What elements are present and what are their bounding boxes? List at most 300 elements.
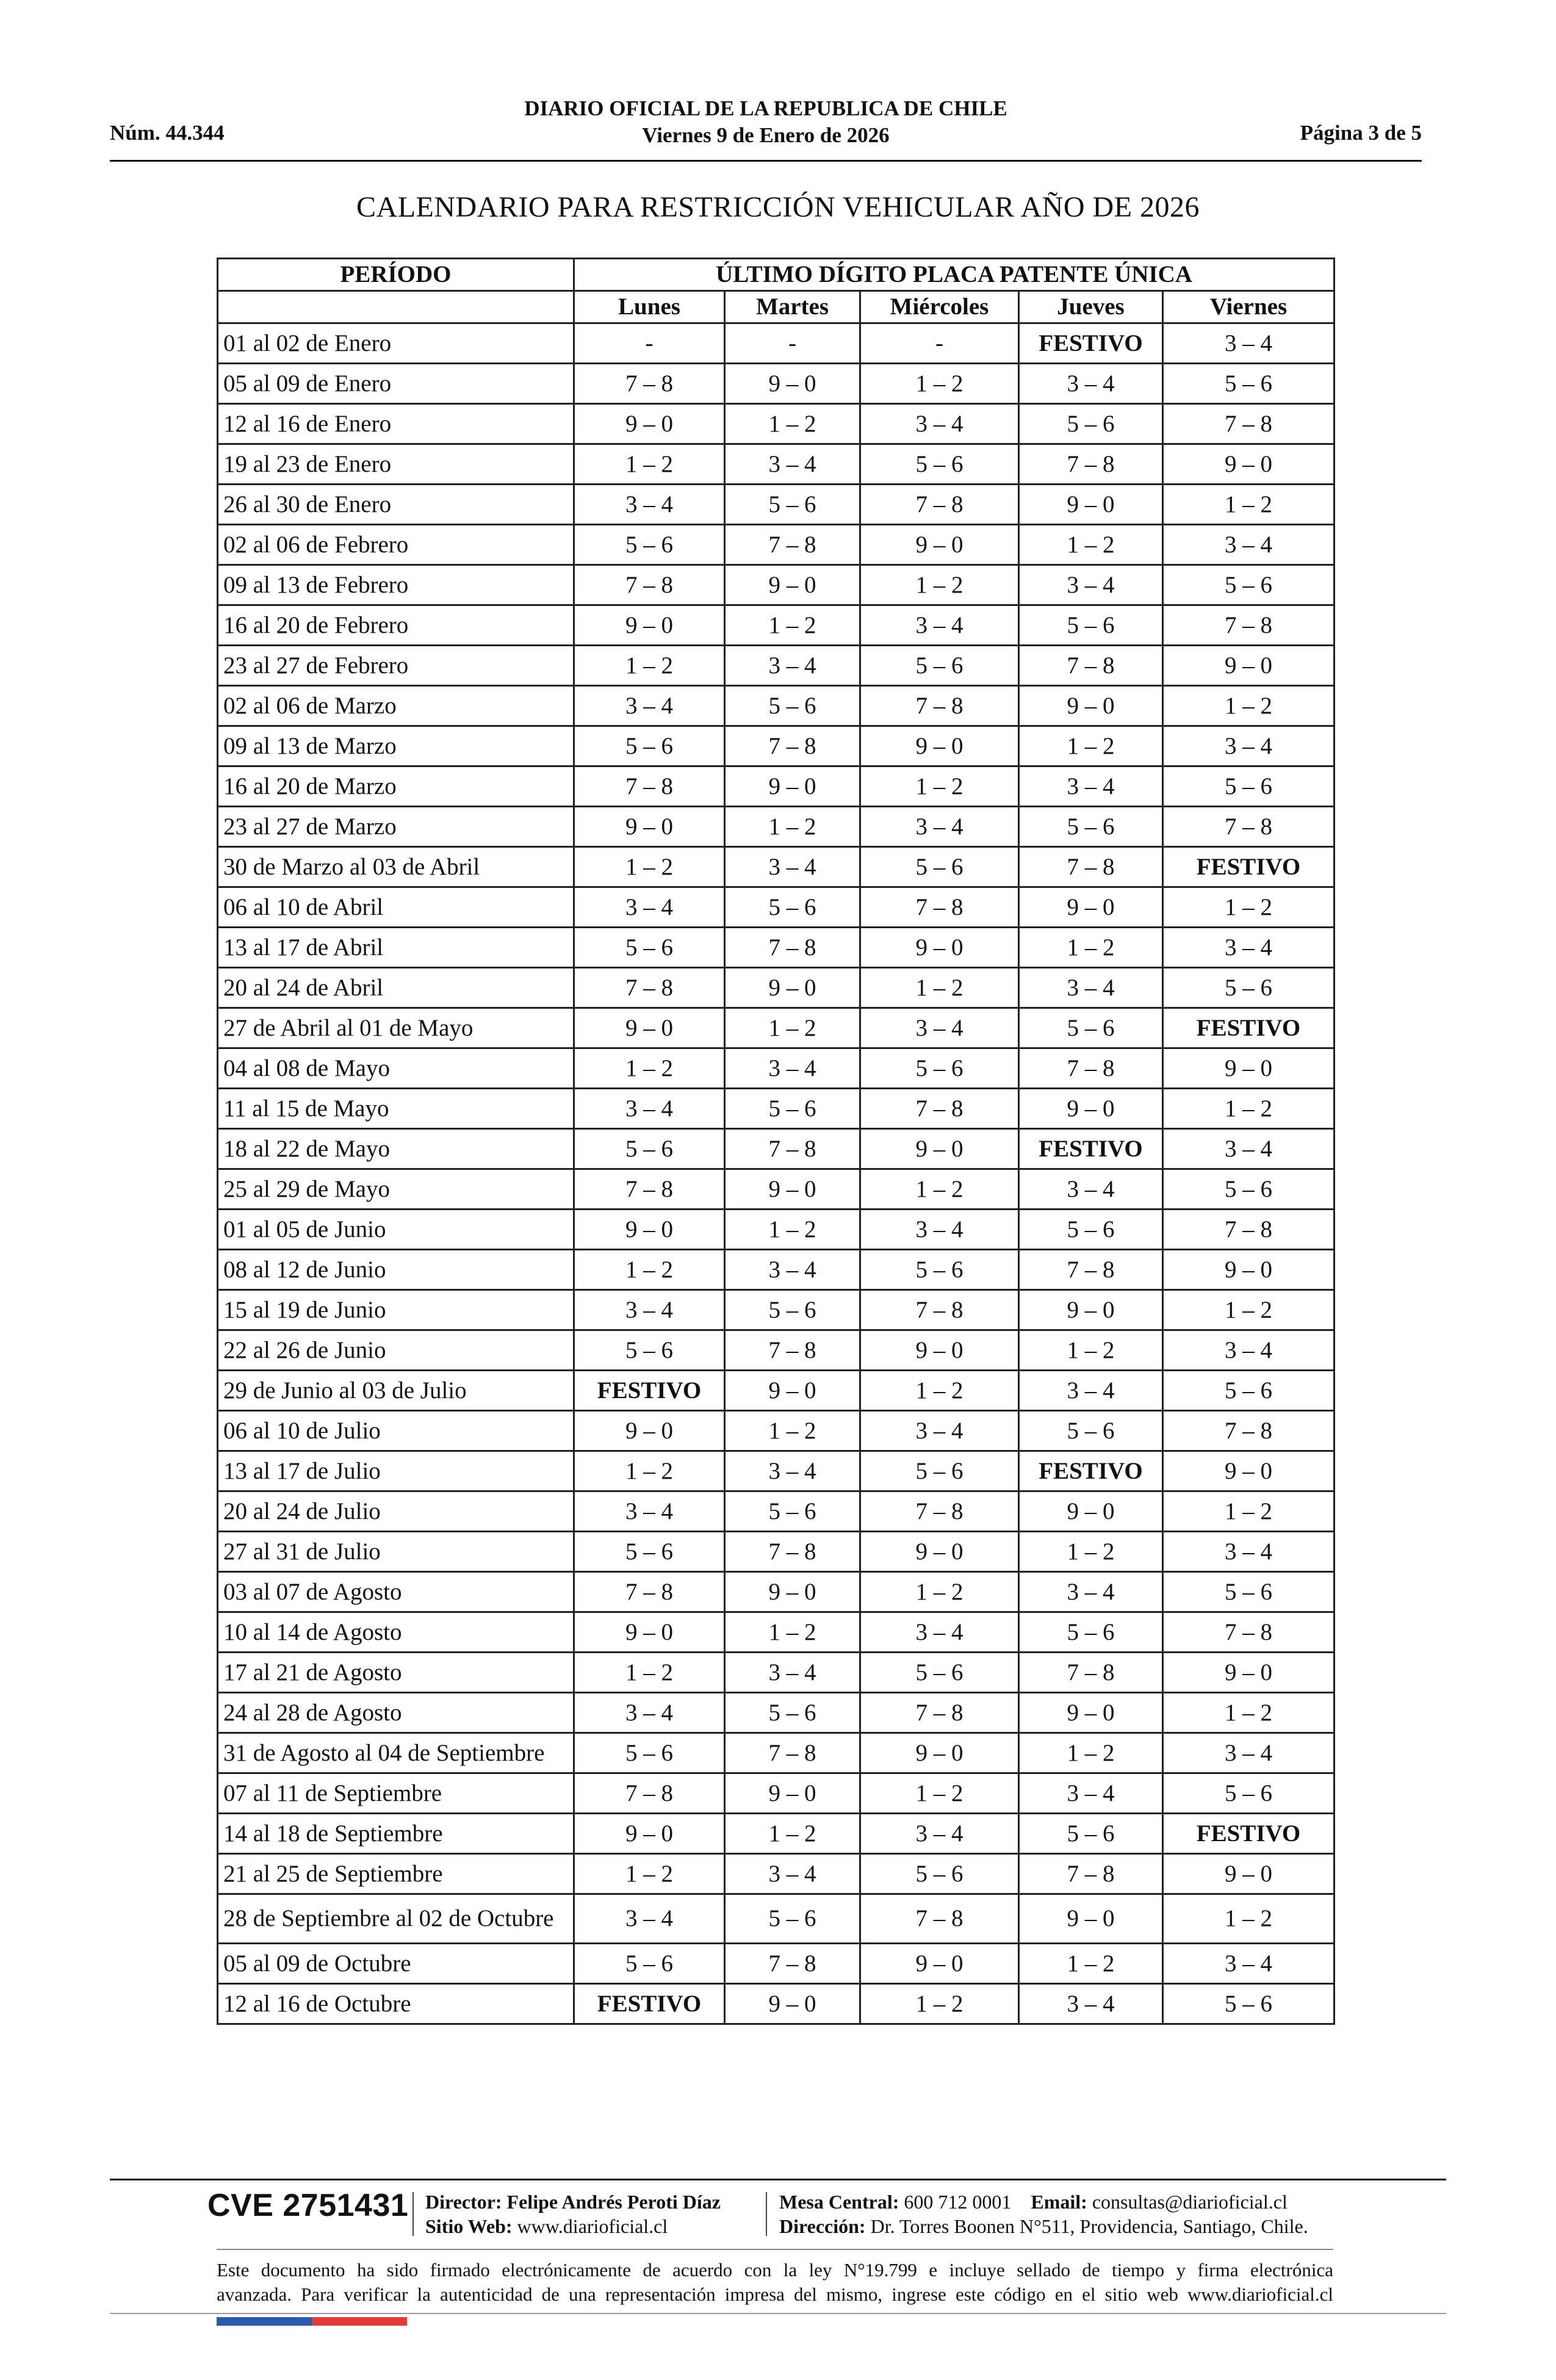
period-cell: 01 al 02 de Enero — [218, 323, 574, 364]
digits-cell-tuesday: 5 – 6 — [725, 1693, 860, 1733]
table-subheader-row — [218, 291, 1334, 323]
phone-label: Mesa Central: — [779, 2191, 899, 2213]
digits-cell-friday: 7 – 8 — [1163, 1612, 1334, 1653]
digits-cell-thursday: 9 – 0 — [1019, 1894, 1163, 1944]
day-header-thursday: Jueves — [1019, 291, 1163, 323]
digits-cell-wednesday: 7 – 8 — [860, 887, 1019, 928]
digits-cell-tuesday: 9 – 0 — [725, 1984, 860, 2024]
digits-cell-tuesday: 3 – 4 — [725, 1048, 860, 1089]
digits-cell-friday: 5 – 6 — [1163, 1773, 1334, 1814]
digits-cell-tuesday: 9 – 0 — [725, 1572, 860, 1612]
digits-cell-wednesday: 1 – 2 — [860, 968, 1019, 1008]
digits-cell-monday: 1 – 2 — [574, 1653, 725, 1693]
digits-cell-tuesday: 1 – 2 — [725, 1612, 860, 1653]
digits-cell-wednesday: 5 – 6 — [860, 1653, 1019, 1693]
digits-cell-monday: 7 – 8 — [574, 766, 725, 807]
digits-cell-thursday: FESTIVO — [1019, 1451, 1163, 1491]
digits-cell-monday: 5 – 6 — [574, 525, 725, 565]
digits-cell-monday: FESTIVO — [574, 1984, 725, 2024]
period-cell: 23 al 27 de Febrero — [218, 646, 574, 686]
website-link[interactable]: www.diarioficial.cl — [517, 2215, 668, 2237]
footer-separator — [412, 2192, 414, 2236]
table-row — [218, 1089, 1334, 1129]
digits-cell-wednesday: 5 – 6 — [860, 646, 1019, 686]
digits-cell-thursday: 5 – 6 — [1019, 1612, 1163, 1653]
footer-divider — [110, 2179, 1446, 2180]
digits-cell-tuesday: 5 – 6 — [725, 887, 860, 928]
digits-cell-friday: 9 – 0 — [1163, 646, 1334, 686]
digits-cell-friday: 3 – 4 — [1163, 928, 1334, 968]
digits-cell-thursday: 3 – 4 — [1019, 1169, 1163, 1210]
period-cell: 31 de Agosto al 04 de Septiembre — [218, 1733, 574, 1773]
digits-cell-friday: 9 – 0 — [1163, 1653, 1334, 1693]
legal-note-line-2: avanzada. Para verificar la autenticidad de una representación impresa del mismo, ingrese este código en el sitio web www.diarioficial.cl — [217, 2284, 1333, 2305]
digits-cell-thursday: FESTIVO — [1019, 323, 1163, 364]
digits-cell-tuesday: 3 – 4 — [725, 1250, 860, 1290]
digits-cell-tuesday: 7 – 8 — [725, 928, 860, 968]
period-subheader-empty — [218, 291, 574, 323]
digits-cell-friday: 3 – 4 — [1163, 1532, 1334, 1572]
period-cell: 27 de Abril al 01 de Mayo — [218, 1008, 574, 1048]
digits-cell-monday: 5 – 6 — [574, 1532, 725, 1572]
digits-cell-tuesday: - — [725, 323, 860, 364]
digits-cell-monday: 3 – 4 — [574, 485, 725, 525]
digits-cell-monday: FESTIVO — [574, 1371, 725, 1411]
digits-cell-tuesday: 9 – 0 — [725, 1773, 860, 1814]
digits-cell-tuesday: 5 – 6 — [725, 1894, 860, 1944]
digits-cell-friday: 5 – 6 — [1163, 1371, 1334, 1411]
digits-cell-thursday: 3 – 4 — [1019, 1371, 1163, 1411]
digits-cell-wednesday: 7 – 8 — [860, 686, 1019, 726]
digits-cell-thursday: 5 – 6 — [1019, 605, 1163, 646]
digits-cell-tuesday: 9 – 0 — [725, 1371, 860, 1411]
digits-cell-monday: 9 – 0 — [574, 1612, 725, 1653]
digits-cell-wednesday: 9 – 0 — [860, 1129, 1019, 1169]
publication-heading — [110, 95, 1422, 149]
footer-bottom-rule — [110, 2313, 1446, 2314]
digits-cell-friday: 5 – 6 — [1163, 968, 1334, 1008]
table-row — [218, 1491, 1334, 1532]
table-row — [218, 1210, 1334, 1250]
table-row — [218, 1612, 1334, 1653]
period-cell: 16 al 20 de Marzo — [218, 766, 574, 807]
digits-cell-thursday: 9 – 0 — [1019, 1089, 1163, 1129]
table-row — [218, 565, 1334, 605]
digits-cell-thursday: 1 – 2 — [1019, 726, 1163, 766]
digits-cell-tuesday: 9 – 0 — [725, 1169, 860, 1210]
digits-cell-thursday: 3 – 4 — [1019, 1773, 1163, 1814]
digits-cell-monday: - — [574, 323, 725, 364]
digits-cell-thursday: 3 – 4 — [1019, 1572, 1163, 1612]
digits-cell-thursday: 9 – 0 — [1019, 1491, 1163, 1532]
digits-cell-wednesday: 3 – 4 — [860, 404, 1019, 444]
page-header — [110, 92, 1422, 162]
period-header: PERÍODO — [218, 259, 574, 291]
digits-cell-friday: 7 – 8 — [1163, 404, 1334, 444]
flag-blue-segment — [217, 2317, 312, 2326]
director-name: Felipe Andrés Peroti Díaz — [506, 2191, 721, 2213]
period-cell: 16 al 20 de Febrero — [218, 605, 574, 646]
day-header-tuesday: Martes — [725, 291, 860, 323]
digits-cell-monday: 3 – 4 — [574, 887, 725, 928]
table-row — [218, 1814, 1334, 1854]
digits-cell-monday: 1 – 2 — [574, 1854, 725, 1894]
digits-cell-wednesday: 7 – 8 — [860, 1491, 1019, 1532]
digits-cell-tuesday: 5 – 6 — [725, 1290, 860, 1330]
digits-cell-tuesday: 7 – 8 — [725, 1944, 860, 1984]
legal-note-line-1: Este documento ha sido firmado electrónicamente de acuerdo con la ley N°19.799 e incluye sellado de tiempo y firma electrónica — [217, 2259, 1333, 2281]
digits-cell-monday: 9 – 0 — [574, 1814, 725, 1854]
digits-cell-wednesday: 9 – 0 — [860, 928, 1019, 968]
period-cell: 26 al 30 de Enero — [218, 485, 574, 525]
table-row — [218, 766, 1334, 807]
period-cell: 17 al 21 de Agosto — [218, 1653, 574, 1693]
digits-cell-thursday: 1 – 2 — [1019, 1532, 1163, 1572]
digits-cell-thursday: 7 – 8 — [1019, 1048, 1163, 1089]
digits-cell-thursday: 3 – 4 — [1019, 766, 1163, 807]
period-cell: 30 de Marzo al 03 de Abril — [218, 847, 574, 887]
table-row — [218, 1129, 1334, 1169]
digits-cell-tuesday: 7 – 8 — [725, 726, 860, 766]
period-cell: 09 al 13 de Marzo — [218, 726, 574, 766]
digits-cell-tuesday: 1 – 2 — [725, 1008, 860, 1048]
digits-cell-monday: 9 – 0 — [574, 1411, 725, 1451]
table-row — [218, 1894, 1334, 1944]
digits-cell-wednesday: 7 – 8 — [860, 485, 1019, 525]
digits-cell-tuesday: 1 – 2 — [725, 1814, 860, 1854]
table-row — [218, 1169, 1334, 1210]
director-label: Director: — [425, 2191, 502, 2213]
digits-cell-friday: 1 – 2 — [1163, 485, 1334, 525]
table-row — [218, 887, 1334, 928]
digits-cell-wednesday: 1 – 2 — [860, 1169, 1019, 1210]
digits-cell-monday: 9 – 0 — [574, 605, 725, 646]
digits-cell-monday: 3 – 4 — [574, 1089, 725, 1129]
table-row — [218, 1371, 1334, 1411]
period-cell: 06 al 10 de Abril — [218, 887, 574, 928]
phone-number: 600 712 0001 — [904, 2191, 1012, 2213]
digits-cell-monday: 1 – 2 — [574, 1250, 725, 1290]
digits-cell-thursday: 1 – 2 — [1019, 1944, 1163, 1984]
digits-cell-monday: 5 – 6 — [574, 1733, 725, 1773]
digits-cell-thursday: 7 – 8 — [1019, 1250, 1163, 1290]
digits-cell-monday: 9 – 0 — [574, 404, 725, 444]
digits-cell-tuesday: 5 – 6 — [725, 485, 860, 525]
digits-cell-wednesday: 3 – 4 — [860, 1411, 1019, 1451]
period-cell: 27 al 31 de Julio — [218, 1532, 574, 1572]
digits-cell-thursday: 1 – 2 — [1019, 525, 1163, 565]
digits-cell-monday: 3 – 4 — [574, 1894, 725, 1944]
digits-cell-tuesday: 7 – 8 — [725, 525, 860, 565]
digits-cell-friday: 5 – 6 — [1163, 364, 1334, 404]
period-cell: 14 al 18 de Septiembre — [218, 1814, 574, 1854]
period-cell: 13 al 17 de Julio — [218, 1451, 574, 1491]
digits-cell-monday: 3 – 4 — [574, 1693, 725, 1733]
flag-red-segment — [312, 2317, 407, 2326]
digits-cell-wednesday: 5 – 6 — [860, 847, 1019, 887]
digits-cell-wednesday: 1 – 2 — [860, 1572, 1019, 1612]
flag-color-bar — [217, 2317, 407, 2326]
table-body — [218, 323, 1334, 2024]
email-label: Email: — [1031, 2191, 1087, 2213]
table-row — [218, 847, 1334, 887]
digits-cell-thursday: 5 – 6 — [1019, 1210, 1163, 1250]
digits-cell-tuesday: 1 – 2 — [725, 605, 860, 646]
digits-cell-friday: 3 – 4 — [1163, 1733, 1334, 1773]
table-row — [218, 404, 1334, 444]
period-cell: 19 al 23 de Enero — [218, 444, 574, 485]
period-cell: 13 al 17 de Abril — [218, 928, 574, 968]
table-row — [218, 686, 1334, 726]
digits-cell-wednesday: 7 – 8 — [860, 1693, 1019, 1733]
digits-cell-friday: FESTIVO — [1163, 847, 1334, 887]
period-cell: 08 al 12 de Junio — [218, 1250, 574, 1290]
digits-cell-tuesday: 5 – 6 — [725, 1089, 860, 1129]
digits-cell-tuesday: 7 – 8 — [725, 1330, 860, 1371]
email-link[interactable]: consultas@diarioficial.cl — [1092, 2191, 1288, 2213]
table-row — [218, 1944, 1334, 1984]
period-cell: 03 al 07 de Agosto — [218, 1572, 574, 1612]
digits-cell-friday: 1 – 2 — [1163, 887, 1334, 928]
digits-cell-thursday: 1 – 2 — [1019, 1733, 1163, 1773]
table-row — [218, 444, 1334, 485]
digits-cell-tuesday: 1 – 2 — [725, 404, 860, 444]
publication-date: Viernes 9 de Enero de 2026 — [642, 123, 890, 147]
digits-cell-thursday: 7 – 8 — [1019, 444, 1163, 485]
digits-cell-friday: 3 – 4 — [1163, 525, 1334, 565]
table-row — [218, 1008, 1334, 1048]
digits-cell-monday: 7 – 8 — [574, 1169, 725, 1210]
digits-cell-tuesday: 3 – 4 — [725, 847, 860, 887]
period-cell: 20 al 24 de Abril — [218, 968, 574, 1008]
period-cell: 06 al 10 de Julio — [218, 1411, 574, 1451]
digits-cell-wednesday: 7 – 8 — [860, 1290, 1019, 1330]
table-row — [218, 1693, 1334, 1733]
digits-cell-wednesday: 1 – 2 — [860, 1773, 1019, 1814]
digits-cell-thursday: 7 – 8 — [1019, 646, 1163, 686]
digits-cell-tuesday: 5 – 6 — [725, 1491, 860, 1532]
table-row — [218, 968, 1334, 1008]
publication-name: DIARIO OFICIAL DE LA REPUBLICA DE CHILE — [524, 96, 1007, 120]
digits-cell-tuesday: 9 – 0 — [725, 766, 860, 807]
digits-cell-friday: 3 – 4 — [1163, 1129, 1334, 1169]
digits-cell-monday: 1 – 2 — [574, 1048, 725, 1089]
period-cell: 02 al 06 de Febrero — [218, 525, 574, 565]
period-cell: 12 al 16 de Octubre — [218, 1984, 574, 2024]
period-cell: 11 al 15 de Mayo — [218, 1089, 574, 1129]
period-cell: 21 al 25 de Septiembre — [218, 1854, 574, 1894]
digits-cell-tuesday: 7 – 8 — [725, 1129, 860, 1169]
table-row — [218, 525, 1334, 565]
digits-cell-wednesday: 1 – 2 — [860, 1984, 1019, 2024]
table-row — [218, 485, 1334, 525]
digits-cell-friday: 9 – 0 — [1163, 444, 1334, 485]
digits-cell-wednesday: 5 – 6 — [860, 1854, 1019, 1894]
digits-cell-tuesday: 3 – 4 — [725, 646, 860, 686]
issue-number: Núm. 44.344 — [110, 121, 225, 145]
digits-cell-friday: FESTIVO — [1163, 1814, 1334, 1854]
period-cell: 04 al 08 de Mayo — [218, 1048, 574, 1089]
digits-cell-thursday: 9 – 0 — [1019, 1693, 1163, 1733]
table-row — [218, 605, 1334, 646]
digits-cell-thursday: 1 – 2 — [1019, 1330, 1163, 1371]
digits-cell-wednesday: 9 – 0 — [860, 1532, 1019, 1572]
digits-cell-wednesday: 5 – 6 — [860, 444, 1019, 485]
table-row — [218, 928, 1334, 968]
digits-cell-monday: 7 – 8 — [574, 1572, 725, 1612]
period-cell: 02 al 06 de Marzo — [218, 686, 574, 726]
digits-cell-thursday: 5 – 6 — [1019, 807, 1163, 847]
period-cell: 25 al 29 de Mayo — [218, 1169, 574, 1210]
period-cell: 22 al 26 de Junio — [218, 1330, 574, 1371]
table-row — [218, 1653, 1334, 1693]
table-row — [218, 1984, 1334, 2024]
digits-cell-tuesday: 7 – 8 — [725, 1532, 860, 1572]
digits-cell-friday: 9 – 0 — [1163, 1250, 1334, 1290]
table-row — [218, 1048, 1334, 1089]
address-label: Dirección: — [779, 2215, 866, 2237]
table-row — [218, 807, 1334, 847]
digits-cell-friday: 9 – 0 — [1163, 1854, 1334, 1894]
digits-cell-thursday: 3 – 4 — [1019, 565, 1163, 605]
digits-cell-wednesday: 1 – 2 — [860, 766, 1019, 807]
digits-cell-friday: FESTIVO — [1163, 1008, 1334, 1048]
digits-cell-wednesday: 5 – 6 — [860, 1048, 1019, 1089]
digits-cell-friday: 5 – 6 — [1163, 565, 1334, 605]
period-cell: 05 al 09 de Octubre — [218, 1944, 574, 1984]
period-cell: 10 al 14 de Agosto — [218, 1612, 574, 1653]
digits-cell-monday: 3 – 4 — [574, 686, 725, 726]
table-row — [218, 1290, 1334, 1330]
digits-cell-wednesday: 9 – 0 — [860, 1944, 1019, 1984]
digits-cell-wednesday: 9 – 0 — [860, 726, 1019, 766]
table-row — [218, 1250, 1334, 1290]
digits-cell-friday: 3 – 4 — [1163, 323, 1334, 364]
digits-cell-tuesday: 3 – 4 — [725, 1653, 860, 1693]
digits-cell-tuesday: 1 – 2 — [725, 1210, 860, 1250]
digits-cell-wednesday: - — [860, 323, 1019, 364]
table-row — [218, 1330, 1334, 1371]
digits-cell-thursday: FESTIVO — [1019, 1129, 1163, 1169]
digits-cell-tuesday: 5 – 6 — [725, 686, 860, 726]
digits-cell-wednesday: 3 – 4 — [860, 1210, 1019, 1250]
digits-cell-monday: 7 – 8 — [574, 565, 725, 605]
digits-cell-friday: 7 – 8 — [1163, 605, 1334, 646]
period-cell: 20 al 24 de Julio — [218, 1491, 574, 1532]
table-row — [218, 646, 1334, 686]
digits-cell-friday: 7 – 8 — [1163, 1210, 1334, 1250]
digits-cell-monday: 5 – 6 — [574, 726, 725, 766]
website-label: Sitio Web: — [425, 2215, 513, 2237]
period-cell: 12 al 16 de Enero — [218, 404, 574, 444]
digits-cell-tuesday: 1 – 2 — [725, 1411, 860, 1451]
digits-cell-wednesday: 3 – 4 — [860, 1008, 1019, 1048]
digits-cell-wednesday: 3 – 4 — [860, 807, 1019, 847]
table-row — [218, 1773, 1334, 1814]
digits-cell-thursday: 3 – 4 — [1019, 364, 1163, 404]
digits-cell-monday: 7 – 8 — [574, 968, 725, 1008]
digits-cell-tuesday: 3 – 4 — [725, 444, 860, 485]
digits-cell-friday: 7 – 8 — [1163, 807, 1334, 847]
table-row — [218, 364, 1334, 404]
footer-separator — [766, 2192, 767, 2236]
period-cell: 28 de Septiembre al 02 de Octubre — [218, 1894, 574, 1944]
digits-cell-friday: 1 – 2 — [1163, 1290, 1334, 1330]
digits-cell-friday: 3 – 4 — [1163, 726, 1334, 766]
period-cell: 18 al 22 de Mayo — [218, 1129, 574, 1169]
digits-cell-thursday: 7 – 8 — [1019, 847, 1163, 887]
digits-cell-friday: 1 – 2 — [1163, 1894, 1334, 1944]
digits-cell-friday: 1 – 2 — [1163, 686, 1334, 726]
digits-cell-monday: 7 – 8 — [574, 1773, 725, 1814]
digits-cell-friday: 9 – 0 — [1163, 1451, 1334, 1491]
digits-cell-thursday: 9 – 0 — [1019, 1290, 1163, 1330]
digits-cell-thursday: 5 – 6 — [1019, 1814, 1163, 1854]
digits-cell-thursday: 9 – 0 — [1019, 485, 1163, 525]
digits-cell-monday: 9 – 0 — [574, 1008, 725, 1048]
digits-cell-thursday: 9 – 0 — [1019, 686, 1163, 726]
plate-digit-header: ÚLTIMO DÍGITO PLACA PATENTE ÚNICA — [574, 259, 1334, 291]
digits-cell-wednesday: 7 – 8 — [860, 1894, 1019, 1944]
digits-cell-tuesday: 1 – 2 — [725, 807, 860, 847]
digits-cell-monday: 5 – 6 — [574, 1330, 725, 1371]
digits-cell-wednesday: 1 – 2 — [860, 1371, 1019, 1411]
table-row — [218, 1532, 1334, 1572]
digits-cell-tuesday: 3 – 4 — [725, 1854, 860, 1894]
digits-cell-friday: 3 – 4 — [1163, 1330, 1334, 1371]
digits-cell-wednesday: 9 – 0 — [860, 1733, 1019, 1773]
digits-cell-friday: 1 – 2 — [1163, 1693, 1334, 1733]
digits-cell-thursday: 1 – 2 — [1019, 928, 1163, 968]
address-text: Dr. Torres Boonen N°511, Providencia, Santiago, Chile. — [870, 2215, 1308, 2237]
table-row — [218, 1572, 1334, 1612]
digits-cell-monday: 5 – 6 — [574, 928, 725, 968]
period-cell: 09 al 13 de Febrero — [218, 565, 574, 605]
digits-cell-thursday: 3 – 4 — [1019, 968, 1163, 1008]
period-cell: 01 al 05 de Junio — [218, 1210, 574, 1250]
digits-cell-monday: 3 – 4 — [574, 1290, 725, 1330]
table-row — [218, 726, 1334, 766]
digits-cell-tuesday: 9 – 0 — [725, 968, 860, 1008]
period-cell: 05 al 09 de Enero — [218, 364, 574, 404]
table-row — [218, 1411, 1334, 1451]
digits-cell-wednesday: 9 – 0 — [860, 525, 1019, 565]
digits-cell-monday: 9 – 0 — [574, 1210, 725, 1250]
digits-cell-wednesday: 1 – 2 — [860, 364, 1019, 404]
digits-cell-monday: 3 – 4 — [574, 1491, 725, 1532]
digits-cell-tuesday: 9 – 0 — [725, 364, 860, 404]
digits-cell-wednesday: 9 – 0 — [860, 1330, 1019, 1371]
digits-cell-monday: 1 – 2 — [574, 646, 725, 686]
digits-cell-friday: 1 – 2 — [1163, 1089, 1334, 1129]
table-row — [218, 1854, 1334, 1894]
digits-cell-friday: 5 – 6 — [1163, 1984, 1334, 2024]
digits-cell-monday: 1 – 2 — [574, 847, 725, 887]
digits-cell-wednesday: 3 – 4 — [860, 605, 1019, 646]
day-header-friday: Viernes — [1163, 291, 1334, 323]
digits-cell-thursday: 7 – 8 — [1019, 1653, 1163, 1693]
digits-cell-wednesday: 3 – 4 — [860, 1814, 1019, 1854]
period-cell: 07 al 11 de Septiembre — [218, 1773, 574, 1814]
cve-code: CVE 2751431 — [207, 2188, 409, 2223]
digits-cell-friday: 5 – 6 — [1163, 766, 1334, 807]
digits-cell-tuesday: 9 – 0 — [725, 565, 860, 605]
digits-cell-monday: 5 – 6 — [574, 1944, 725, 1984]
digits-cell-wednesday: 1 – 2 — [860, 565, 1019, 605]
digits-cell-monday: 7 – 8 — [574, 364, 725, 404]
restriction-calendar-table — [217, 258, 1335, 2025]
digits-cell-friday: 7 – 8 — [1163, 1411, 1334, 1451]
